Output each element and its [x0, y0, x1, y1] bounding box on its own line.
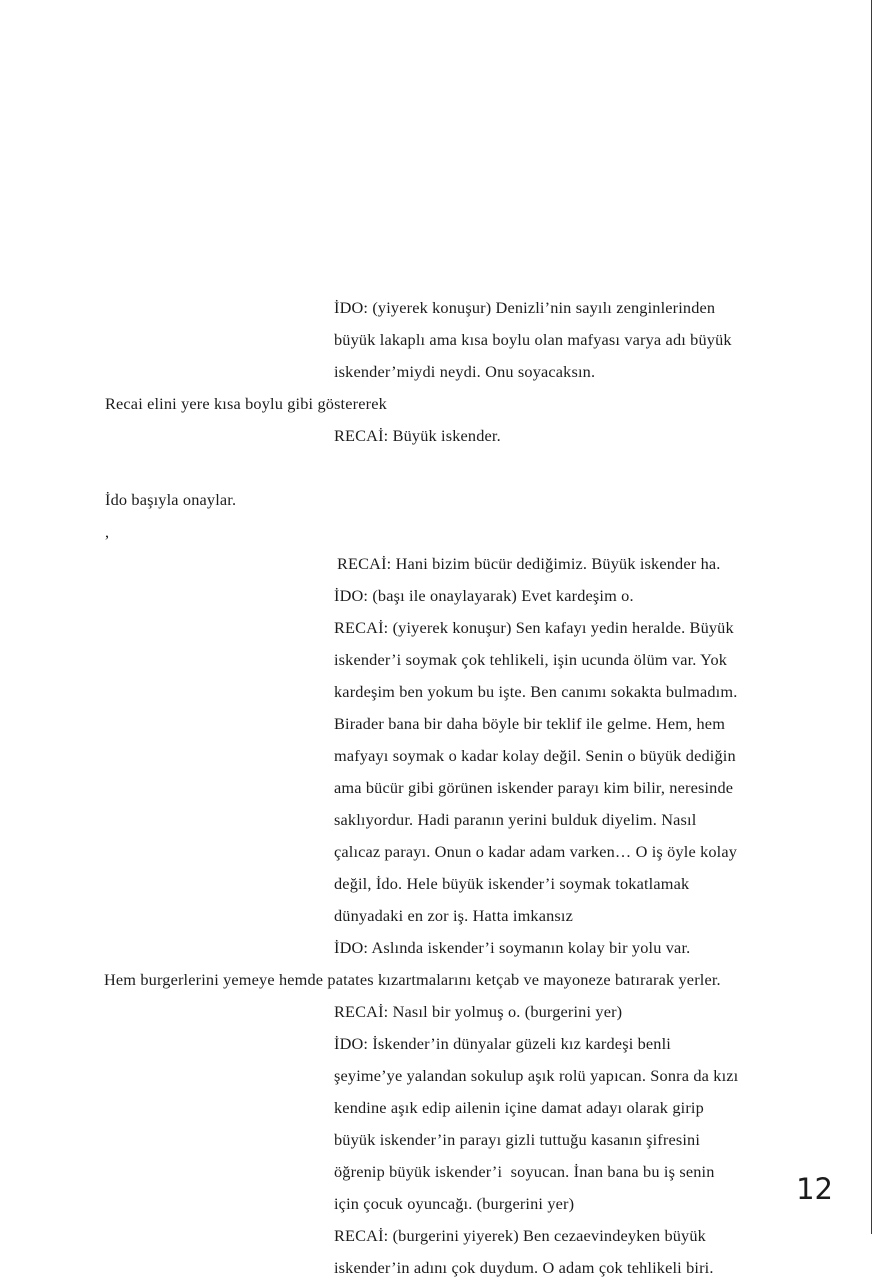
dialogue-line: değil, İdo. Hele büyük iskender’i soymak tokatlamak [334, 874, 690, 893]
screenplay-body [0, 146, 872, 1284]
dialogue-line: çalıcaz parayı. Onun o kadar adam varken… O iş öyle kolay [334, 842, 738, 861]
dialogue-line: RECAİ: (burgerini yiyerek) Ben cezaevindeyken büyük [334, 1226, 706, 1245]
dialogue-line: dünyadaki en zor iş. Hatta imkansız [334, 906, 574, 925]
dialogue-line: öğrenip büyük iskender’i soyucan. İnan bana bu iş senin [334, 1162, 715, 1181]
dialogue-line: RECAİ: (yiyerek konuşur) Sen kafayı yedin heralde. Büyük [334, 618, 734, 637]
action-line: , [105, 522, 110, 541]
dialogue-line: için çocuk oyuncağı. (burgerini yer) [334, 1194, 575, 1213]
dialogue-line: saklıyordur. Hadi paranın yerini bulduk diyelim. Nasıl [334, 810, 697, 829]
action-line: Recai elini yere kısa boylu gibi göstererek [105, 394, 387, 413]
dialogue-line: mafyayı soymak o kadar kolay değil. Senin o büyük dediğin [334, 746, 736, 765]
dialogue-line: şeyime’ye yalandan sokulup aşık rolü yapıcan. Sonra da kızı [334, 1066, 739, 1085]
action-line: İdo başıyla onaylar. [105, 490, 237, 509]
blank-line [0, 452, 872, 484]
action-line: Hem burgerlerini yemeye hemde patates kızartmalarını ketçab ve mayoneze batırarak yerler. [104, 970, 721, 989]
dialogue-line: İDO: (yiyerek konuşur) Denizli’nin sayılı zenginlerinden [334, 298, 716, 317]
dialogue-line: İDO: (başı ile onaylayarak) Evet kardeşim o. [334, 586, 634, 605]
dialogue-line: İDO: İskender’in dünyalar güzeli kız kardeşi benli [334, 1034, 671, 1053]
dialogue-line: iskender’miydi neydi. Onu soyacaksın. [334, 362, 596, 381]
dialogue-line: büyük lakaplı ama kısa boylu olan mafyası varya adı büyük [334, 330, 732, 349]
dialogue-line: ama bücür gibi görünen iskender parayı kim bilir, neresinde [334, 778, 734, 797]
dialogue-line: büyük iskender’in parayı gizli tuttuğu kasanın şifresini [334, 1130, 701, 1149]
dialogue-line: İDO: Aslında iskender’i soymanın kolay bir yolu var. [334, 938, 691, 957]
dialogue-line: kardeşim ben yokum bu işte. Ben canımı sokakta bulmadım. [334, 682, 738, 701]
dialogue-line: RECAİ: Büyük iskender. [334, 426, 501, 445]
dialogue-line: RECAİ: Nasıl bir yolmuş o. (burgerini yer) [334, 1002, 623, 1021]
top-margin-spacer [0, 146, 872, 292]
dialogue-line: kendine aşık edip ailenin içine damat adayı olarak girip [334, 1098, 704, 1117]
page-number: 12 [796, 1172, 833, 1206]
dialogue-line: iskender’i soymak çok tehlikeli, işin ucunda ölüm var. Yok [334, 650, 728, 669]
dialogue-line: Birader bana bir daha böyle bir teklif ile gelme. Hem, hem [334, 714, 726, 733]
top-margin [0, 0, 871, 146]
dialogue-line: iskender’in adını çok duydum. O adam çok tehlikeli biri. [334, 1258, 714, 1277]
dialogue-line: RECAİ: Hani bizim bücür dediğimiz. Büyük iskender ha. [337, 554, 721, 573]
